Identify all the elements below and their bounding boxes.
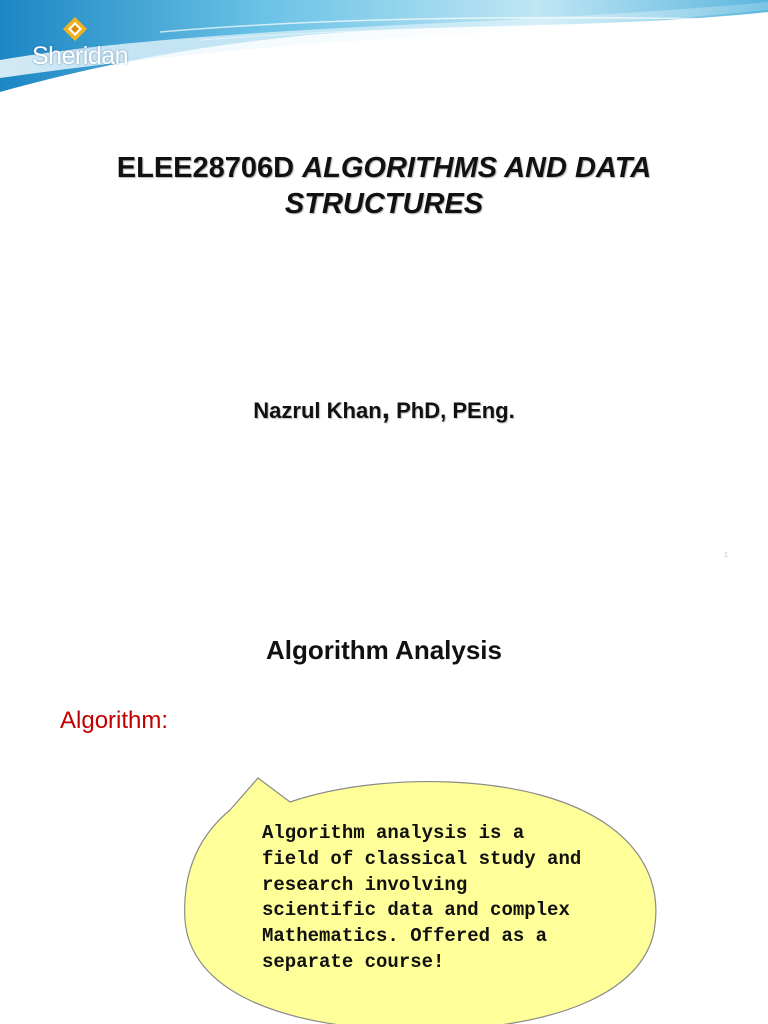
course-name: ALGORITHMS AND DATA STRUCTURES bbox=[284, 152, 652, 220]
callout-text: Algorithm analysis is a field of classical study and research involving scientific data and complex Mathematics. Offered as a separate course! bbox=[262, 822, 582, 973]
course-code: ELEE28706D bbox=[116, 152, 295, 184]
slide-title: Algorithm Analysis bbox=[266, 635, 502, 665]
author-credentials: PhD, PEng. bbox=[396, 398, 515, 423]
logo-text: Sheridan bbox=[32, 42, 129, 70]
sheridan-logo bbox=[28, 14, 158, 74]
course-title bbox=[60, 150, 708, 222]
author-comma: , bbox=[381, 392, 390, 425]
slide-number: 1 bbox=[724, 552, 728, 559]
content-slide bbox=[0, 580, 768, 1024]
author-name: Nazrul Khan bbox=[253, 398, 382, 423]
logo-mark-icon bbox=[62, 16, 88, 42]
algorithm-label: Algorithm: bbox=[60, 707, 169, 734]
author-line bbox=[0, 392, 768, 426]
